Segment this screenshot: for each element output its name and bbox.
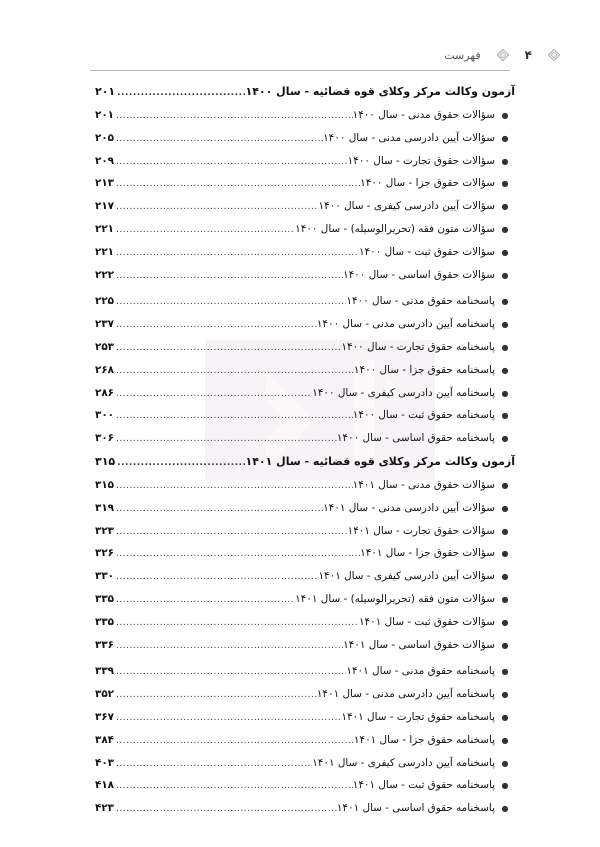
dot-leader <box>116 291 346 314</box>
page-number: ۴ <box>524 48 532 62</box>
dot-leader <box>116 753 312 776</box>
toc-entry[interactable]: ● سؤالات آیین دادرسی مدنی - سال ۱۴۰۱ ..... ۳۱۹ <box>95 497 515 520</box>
toc-page-number: ۲۶۸ <box>95 363 115 376</box>
toc-page-number: ۴۱۸ <box>95 779 115 792</box>
dot-leader <box>116 498 323 521</box>
toc-entry[interactable]: ● سؤالات آیین دادرسی کیفری - سال ۱۴۰۰ ..... ۲۱۷ <box>95 195 515 218</box>
dot-leader <box>116 151 348 174</box>
toc-page-number: ۳۳۵ <box>95 592 115 605</box>
toc-page-number: ۳۸۴ <box>95 733 115 746</box>
toc-entry[interactable]: ● سؤالات حقوق مدنی - سال ۱۴۰۰ ..... ۲۰۱ <box>95 104 515 127</box>
toc-entry[interactable]: ● سؤالات حقوق ثبت - سال ۱۴۰۰ ..... ۲۲۱ <box>95 241 515 264</box>
dot-leader <box>116 337 341 360</box>
bullet-icon: ● <box>501 690 509 700</box>
toc-page-number: ۲۲۵ <box>95 295 115 308</box>
bullet-icon: ● <box>501 388 509 398</box>
bullet-icon: ● <box>501 617 509 627</box>
toc-entry[interactable]: ● پاسخنامه حقوق جزا - سال ۱۴۰۱ ..... ۳۸۴ <box>95 729 515 752</box>
toc-page-number: ۴۰۳ <box>95 756 115 769</box>
bullet-icon: ● <box>501 735 509 745</box>
dot-leader <box>116 635 343 658</box>
dot-leader <box>116 521 348 544</box>
bullet-icon: ● <box>501 270 509 280</box>
dot-leader <box>116 775 353 798</box>
running-head <box>90 44 560 66</box>
toc-page-number: ۲۲۲ <box>95 268 115 281</box>
dot-leader <box>116 543 360 566</box>
running-head-title: فهرست <box>444 48 481 62</box>
dot-leader <box>116 475 353 498</box>
toc-page-number: ۴۲۳ <box>95 802 115 815</box>
bullet-icon: ● <box>501 480 509 490</box>
toc-entry[interactable]: ● پاسخنامه حقوق اساسی - سال ۱۴۰۰ ..... ۳۰۶ <box>95 427 515 450</box>
bullet-icon: ● <box>501 594 509 604</box>
toc-page-number: ۳۳۹ <box>95 665 115 678</box>
dot-leader <box>116 242 359 265</box>
toc-page-number: ۳۰۶ <box>95 432 115 445</box>
diamond-ornament-icon <box>497 49 509 61</box>
bullet-icon: ● <box>501 156 509 166</box>
dot-leader <box>116 196 318 219</box>
toc-entry[interactable]: ● سؤالات حقوق ثبت - سال ۱۴۰۱ ..... ۳۳۵ <box>95 611 515 634</box>
dot-leader <box>117 451 245 475</box>
toc-page-number: ۳۳۰ <box>95 570 115 583</box>
bullet-icon: ● <box>501 297 509 307</box>
dot-leader <box>116 428 337 451</box>
bullet-icon: ● <box>501 804 509 814</box>
toc-page-number: ۲۵۳ <box>95 340 115 353</box>
toc-entry[interactable]: ● پاسخنامه حقوق اساسی - سال ۱۴۰۱ ..... ۴۲۳ <box>95 797 515 820</box>
toc-page-number: ۳۱۵ <box>95 478 115 491</box>
dot-leader <box>116 173 360 196</box>
diamond-ornament-icon <box>548 49 560 61</box>
dot-leader <box>116 360 354 383</box>
bullet-icon: ● <box>501 411 509 421</box>
toc-entry[interactable]: ● پاسخنامه آیین دادرسی مدنی - سال ۱۴۰۰ ..... ۲۳۷ <box>95 313 515 336</box>
toc-entry[interactable]: ● سؤالات آیین دادرسی کیفری - سال ۱۴۰۱ ..... ۳۳۰ <box>95 565 515 588</box>
toc-entry[interactable]: ● پاسخنامه حقوق جزا - سال ۱۴۰۰ ..... ۲۶۸ <box>95 359 515 382</box>
toc-page-number: ۳۰۰ <box>95 409 115 422</box>
dot-leader <box>116 612 359 635</box>
bullet-icon: ● <box>501 133 509 143</box>
bullet-icon: ● <box>501 781 509 791</box>
toc-page-number: ۲۰۱ <box>95 109 115 121</box>
bullet-icon: ● <box>501 758 509 768</box>
toc-entry[interactable]: ● سؤالات متون فقه (تحریرالوسیله) - سال ۱۴۰۰ ..... ۲۲۱ <box>95 218 515 241</box>
toc-page-number: ۲۰۵ <box>95 131 115 144</box>
toc-page-number: ۲۳۷ <box>95 318 115 331</box>
toc-entry[interactable]: ● سؤالات حقوق اساسی - سال ۱۴۰۰ ..... ۲۲۲ <box>95 264 515 287</box>
toc-entry[interactable]: ● سؤالات حقوق اساسی - سال ۱۴۰۱ ..... ۳۳۶ <box>95 634 515 657</box>
toc-entry[interactable]: ● پاسخنامه حقوق مدنی - سال ۱۴۰۰ ..... ۲۲۵ <box>95 290 515 313</box>
bullet-icon: ● <box>501 640 509 650</box>
toc-page-number: ۲۰۹ <box>95 154 115 167</box>
toc-page-number: ۲۸۶ <box>95 386 115 399</box>
dot-leader <box>116 314 317 337</box>
bullet-icon: ● <box>501 526 509 536</box>
bullet-icon: ● <box>501 111 509 120</box>
toc-page-number: ۳۳۶ <box>95 638 115 651</box>
bullet-icon: ● <box>501 224 509 234</box>
toc-entry[interactable]: ● سؤالات حقوق تجارت - سال ۱۴۰۰ ..... ۲۰۹ <box>95 150 515 173</box>
bullet-icon: ● <box>501 667 509 677</box>
toc-entry[interactable]: ● پاسخنامه حقوق تجارت - سال ۱۴۰۰ ..... ۲۵۳ <box>95 336 515 359</box>
toc-page-number: ۳۶۷ <box>95 710 115 723</box>
dot-leader <box>116 128 323 151</box>
toc-entry[interactable]: ● پاسخنامه حقوق ثبت - سال ۱۴۰۰ ..... ۳۰۰ <box>95 404 515 427</box>
toc-page-number: ۲۱۳ <box>95 177 115 190</box>
bullet-icon: ● <box>501 247 509 257</box>
bullet-icon: ● <box>501 712 509 722</box>
toc-page-number: ۲۰۱ <box>95 85 116 98</box>
toc-page-number: ۳۲۶ <box>95 547 115 560</box>
toc-page-number: ۳۱۵ <box>95 454 116 468</box>
dot-leader <box>116 105 353 128</box>
toc-section-heading[interactable]: آزمون وکالت مرکز وکلای قوه قضائیه - سال ۱۴۰۱ ..... ۳۱۵ <box>95 450 515 474</box>
toc-section-heading[interactable]: آزمون وکالت مرکز وکلای قوه قضائیه - سال ۱۴۰۰ ..... ۲۰۱ <box>95 80 515 104</box>
toc-entry[interactable]: ● پاسخنامه آیین دادرسی کیفری - سال ۱۴۰۱ ..... ۴۰۳ <box>95 752 515 775</box>
toc-entry[interactable]: ● سؤالات حقوق جزا - سال ۱۴۰۱ ..... ۳۲۶ <box>95 542 515 565</box>
dot-leader <box>116 730 354 753</box>
toc-page-number: ۲۱۷ <box>95 200 115 213</box>
toc-page-number: ۲۲۱ <box>95 222 115 235</box>
bullet-icon: ● <box>501 202 509 212</box>
dot-leader <box>116 798 337 821</box>
dot-leader <box>116 684 317 707</box>
dot-leader <box>116 566 318 589</box>
toc-page-number: ۳۲۳ <box>95 524 115 537</box>
toc-page-number: ۲۲۱ <box>95 245 115 258</box>
toc-entry[interactable]: ● سؤالات حقوق تجارت - سال ۱۴۰۱ ..... ۳۲۳ <box>95 520 515 543</box>
toc-entry[interactable]: ● سؤالات حقوق مدنی - سال ۱۴۰۱ ..... ۳۱۵ <box>95 474 515 497</box>
dot-leader <box>116 265 343 288</box>
dot-leader <box>116 589 295 612</box>
bullet-icon: ● <box>501 179 509 189</box>
toc-entry[interactable]: ● پاسخنامه حقوق تجارت - سال ۱۴۰۱ ..... ۳۶۷ <box>95 706 515 729</box>
toc-entry[interactable]: ● سؤالات آیین دادرسی مدنی - سال ۱۴۰۰ ..... ۲۰۵ <box>95 127 515 150</box>
dot-leader <box>116 219 295 242</box>
toc-entry[interactable]: ● سؤالات متون فقه (تحریرالوسیله) - سال ۱۴۰۱ ..... ۳۳۵ <box>95 588 515 611</box>
dot-leader <box>116 661 346 684</box>
toc-entry[interactable]: ● پاسخنامه حقوق مدنی - سال ۱۴۰۱ ..... ۳۳۹ <box>95 660 515 683</box>
bullet-icon: ● <box>501 434 509 444</box>
table-of-contents <box>95 80 515 820</box>
dot-leader <box>116 405 353 428</box>
dot-leader <box>117 81 245 105</box>
header-rule <box>90 70 510 71</box>
toc-entry[interactable]: ● پاسخنامه آیین دادرسی کیفری - سال ۱۴۰۰ ..... ۲۸۶ <box>95 382 515 405</box>
toc-page-number: ۳۳۵ <box>95 615 115 628</box>
toc-entry[interactable]: ● سؤالات حقوق جزا - سال ۱۴۰۰ ..... ۲۱۳ <box>95 172 515 195</box>
toc-page-number: ۳۱۹ <box>95 501 115 514</box>
bullet-icon: ● <box>501 320 509 330</box>
dot-leader <box>116 707 341 730</box>
bullet-icon: ● <box>501 549 509 559</box>
toc-page-number: ۳۵۲ <box>95 688 115 701</box>
bullet-icon: ● <box>501 503 509 513</box>
bullet-icon: ● <box>501 342 509 352</box>
toc-entry[interactable]: ● پاسخنامه حقوق ثبت - سال ۱۴۰۱ ..... ۴۱۸ <box>95 774 515 797</box>
bullet-icon: ● <box>501 365 509 375</box>
bullet-icon: ● <box>501 572 509 582</box>
dot-leader <box>116 383 312 406</box>
toc-entry[interactable]: ● پاسخنامه آیین دادرسی مدنی - سال ۱۴۰۱ ..... ۳۵۲ <box>95 683 515 706</box>
